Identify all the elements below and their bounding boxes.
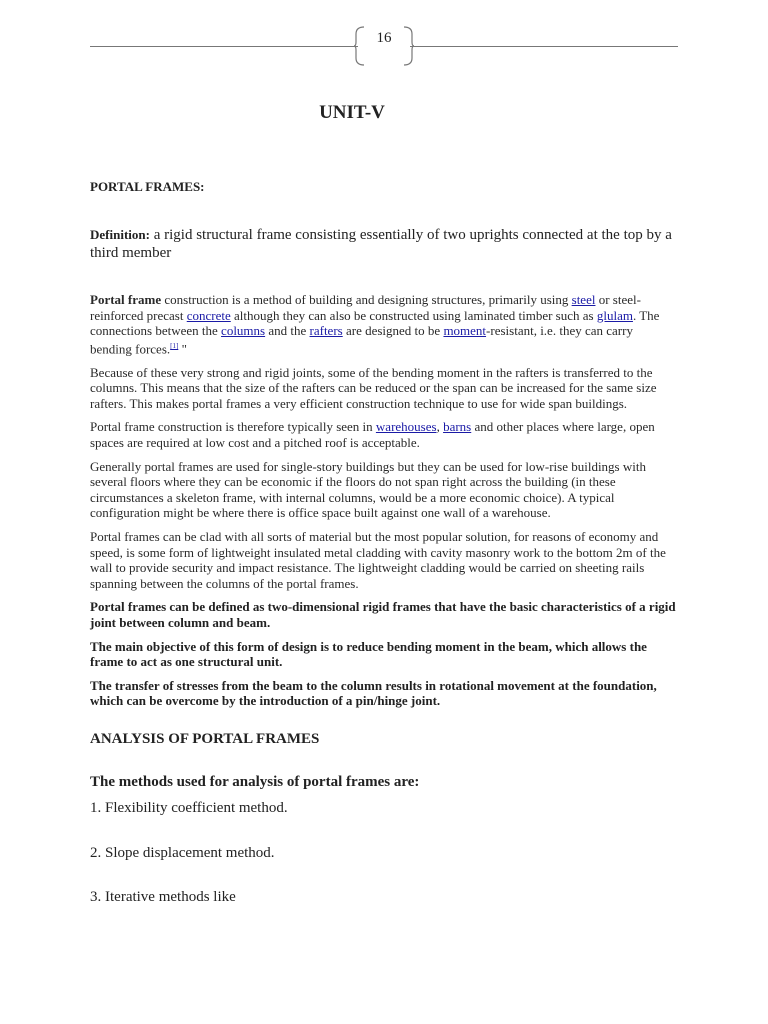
analysis-heading: ANALYSIS OF PORTAL FRAMES [90, 731, 320, 747]
page-header [90, 26, 678, 68]
paragraph-typical-uses [90, 419, 678, 450]
definition-label: Definition: [90, 227, 150, 242]
header-rule-right [410, 46, 678, 47]
paragraph-cladding: Portal frames can be clad with all sorts of material but the most popular solution, for reasons of economy and speed, is some form of lightweight insulated metal cladding with cavity masonry work to the bottom 2m of the wall to provide security and impact resistance. The lightweight cladding would be carried on sheeting rails spanning between the columns of the portal frames. [90, 529, 666, 591]
bold-lead: Portal frame [90, 292, 162, 307]
link-glulam[interactable]: glulam [596, 307, 633, 323]
method-item: 1. Flexibility coefficient method. [90, 800, 288, 816]
paragraph-single-story: Generally portal frames are used for single-story buildings but they can be used for low-rise buildings with several floors where they can be economic if the floors do not span right across the building (in these circumstances a skeleton frame, with internal columns, would be a more economic choice). A typical configuration might be where there is office space built against one wall of a warehouse. [90, 458, 646, 521]
page-number: 16 [376, 30, 392, 46]
definition-text: a rigid structural frame consisting essentially of two uprights connected at the top by a third member [90, 227, 672, 261]
definition [90, 226, 678, 262]
link-steel[interactable]: steel [571, 292, 596, 307]
link-moment[interactable]: moment [443, 323, 487, 339]
body-text [90, 292, 678, 717]
citation-link[interactable]: [1] [170, 341, 179, 350]
text-run: , [436, 419, 444, 435]
text-run: or steel-reinforced precast [90, 292, 641, 323]
text-run: and the [265, 323, 310, 339]
method-item: 3. Iterative methods like [90, 889, 236, 905]
link-columns[interactable]: columns [221, 323, 266, 339]
text-run: although they can also be constructed using laminated timber such as [230, 307, 597, 323]
methods-intro: The methods used for analysis of portal frames are: [90, 774, 420, 790]
text-run: construction is a method of building and designing structures, primarily using [161, 292, 572, 307]
link-barns[interactable]: barns [443, 419, 472, 435]
bold-paragraph-objective: The main objective of this form of design is to reduce bending moment in the beam, which allows the frame to act as one structural unit. [90, 638, 647, 670]
text-run: Portal frame construction is therefore typically seen in [90, 419, 376, 435]
bold-paragraph-definition: Portal frames can be defined as two-dimensional rigid frames that have the basic characteristics of a rigid joint between column and beam. [90, 599, 676, 631]
text-run: and other places where large, open spaces are required at low cost and a pitched roof is acceptable. [90, 419, 655, 451]
text-run: . The connections between the [90, 307, 660, 339]
method-item: 2. Slope displacement method. [90, 845, 275, 861]
text-run: -resistant, i.e. they can carry bending forces. [90, 323, 633, 357]
bold-paragraph-stress-transfer: The transfer of stresses from the beam to the column results in rotational movement at the foundation, which can be overcome by the introduction of a pin/hinge joint. [90, 677, 657, 709]
text-run: are designed to be [342, 323, 444, 339]
link-rafters[interactable]: rafters [309, 323, 343, 339]
paragraph-portal-frame [90, 292, 678, 357]
header-rule-left [90, 46, 358, 47]
paragraph-rigid-joints: Because of these very strong and rigid joints, some of the bending moment in the rafters is transferred to the columns. This means that the size of the rafters can be reduced or the span can be increased for the same size rafters. This makes portal frames a very efficient construction technique to use for wide span buildings. [90, 364, 657, 411]
link-concrete[interactable]: concrete [186, 307, 231, 323]
unit-title: UNIT-V [319, 102, 385, 123]
section-heading: PORTAL FRAMES: [90, 179, 205, 194]
link-warehouses[interactable]: warehouses [375, 419, 437, 435]
left-brace-icon [353, 26, 365, 66]
text-run: " [178, 341, 187, 357]
